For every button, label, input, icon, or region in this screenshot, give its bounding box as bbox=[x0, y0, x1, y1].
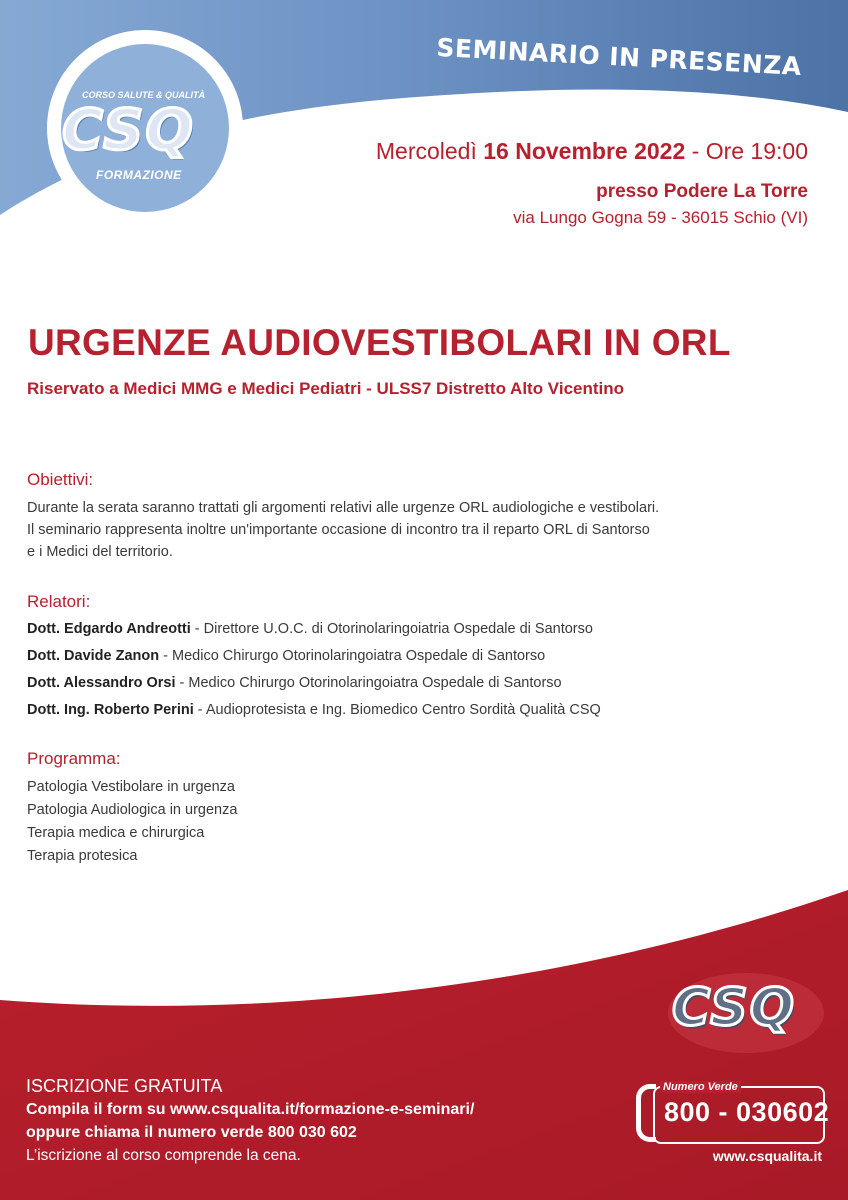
objectives-line: e i Medici del territorio. bbox=[27, 544, 173, 560]
registration-line3: L’iscrizione al corso comprende la cena. bbox=[26, 1147, 301, 1164]
program-item: Patologia Vestibolare in urgenza bbox=[27, 779, 235, 795]
program-list bbox=[27, 776, 237, 868]
program-heading: Programma: bbox=[27, 749, 121, 768]
date-bold: 16 Novembre 2022 bbox=[483, 138, 686, 164]
banner-title: SEMINARIO IN PRESENZA bbox=[436, 32, 803, 81]
speaker-item bbox=[27, 621, 593, 637]
speaker-name: Dott. Ing. Roberto Perini bbox=[27, 702, 194, 718]
registration-title: ISCRIZIONE GRATUITA bbox=[26, 1076, 223, 1096]
program-item: Terapia medica e chirurgica bbox=[27, 825, 205, 841]
toll-free-number[interactable]: 800 - 030602 bbox=[664, 1097, 830, 1127]
speaker-name: Dott. Davide Zanon bbox=[27, 648, 160, 664]
speaker-item bbox=[27, 675, 562, 691]
page-subtitle: Riservato a Medici MMG e Medici Pediatri - ULSS7 Distretto Alto Vicentino bbox=[27, 379, 625, 398]
speaker-role: - Medico Chirurgo Otorinolaringoiatra Ospedale di Santorso bbox=[159, 648, 546, 664]
speaker-item bbox=[27, 648, 545, 664]
registration-line1: Compila il form su www.csqualita.it/formazione-e-seminari/ bbox=[26, 1101, 475, 1118]
event-date bbox=[376, 138, 808, 165]
address: via Lungo Gogna 59 - 36015 Schio (VI) bbox=[513, 208, 808, 227]
phone-icon bbox=[636, 1084, 656, 1142]
objectives-heading: Obiettivi: bbox=[27, 470, 94, 489]
website-link[interactable]: www.csqualita.it bbox=[712, 1148, 822, 1164]
date-suffix: - Ore 19:00 bbox=[685, 138, 808, 164]
objectives-text bbox=[27, 497, 659, 563]
venue: presso Podere La Torre bbox=[596, 181, 808, 202]
objectives-line: Durante la serata saranno trattati gli argomenti relativi alle urgenze ORL audiologiche e vestibolari. bbox=[27, 500, 660, 516]
speaker-name: Dott. Alessandro Orsi bbox=[27, 675, 176, 691]
toll-free-label: Numero Verde bbox=[660, 1081, 741, 1093]
date-prefix: Mercoledì bbox=[375, 138, 484, 164]
program-item: Patologia Audiologica in urgenza bbox=[27, 802, 238, 818]
speakers-heading: Relatori: bbox=[27, 592, 91, 611]
program-item: Terapia protesica bbox=[27, 848, 138, 864]
logo-tagline: CORSO SALUTE & QUALITÀ bbox=[82, 90, 205, 100]
objectives-line: Il seminario rappresenta inoltre un'importante occasione di incontro tra il reparto ORL di Santorso bbox=[27, 522, 650, 538]
speaker-role: - Medico Chirurgo Otorinolaringoiatra Ospedale di Santorso bbox=[175, 675, 562, 691]
speaker-item bbox=[27, 702, 601, 718]
logo-sub: FORMAZIONE bbox=[96, 168, 182, 182]
logo-mark: CSQ bbox=[62, 98, 196, 163]
speaker-name: Dott. Edgardo Andreotti bbox=[27, 621, 191, 637]
speaker-role: - Audioprotesista e Ing. Biomedico Centro Sordità Qualità CSQ bbox=[193, 702, 601, 718]
csq-logo-top bbox=[60, 90, 230, 190]
csq-logo-bottom bbox=[672, 978, 832, 1058]
logo-mark-bottom: CSQ bbox=[672, 978, 796, 1038]
speaker-role: - Direttore U.O.C. di Otorinolaringoiatria Ospedale di Santorso bbox=[190, 621, 593, 637]
registration-line2: oppure chiama il numero verde 800 030 602 bbox=[26, 1124, 357, 1141]
page-title: URGENZE AUDIOVESTIBOLARI IN ORL bbox=[28, 322, 731, 363]
